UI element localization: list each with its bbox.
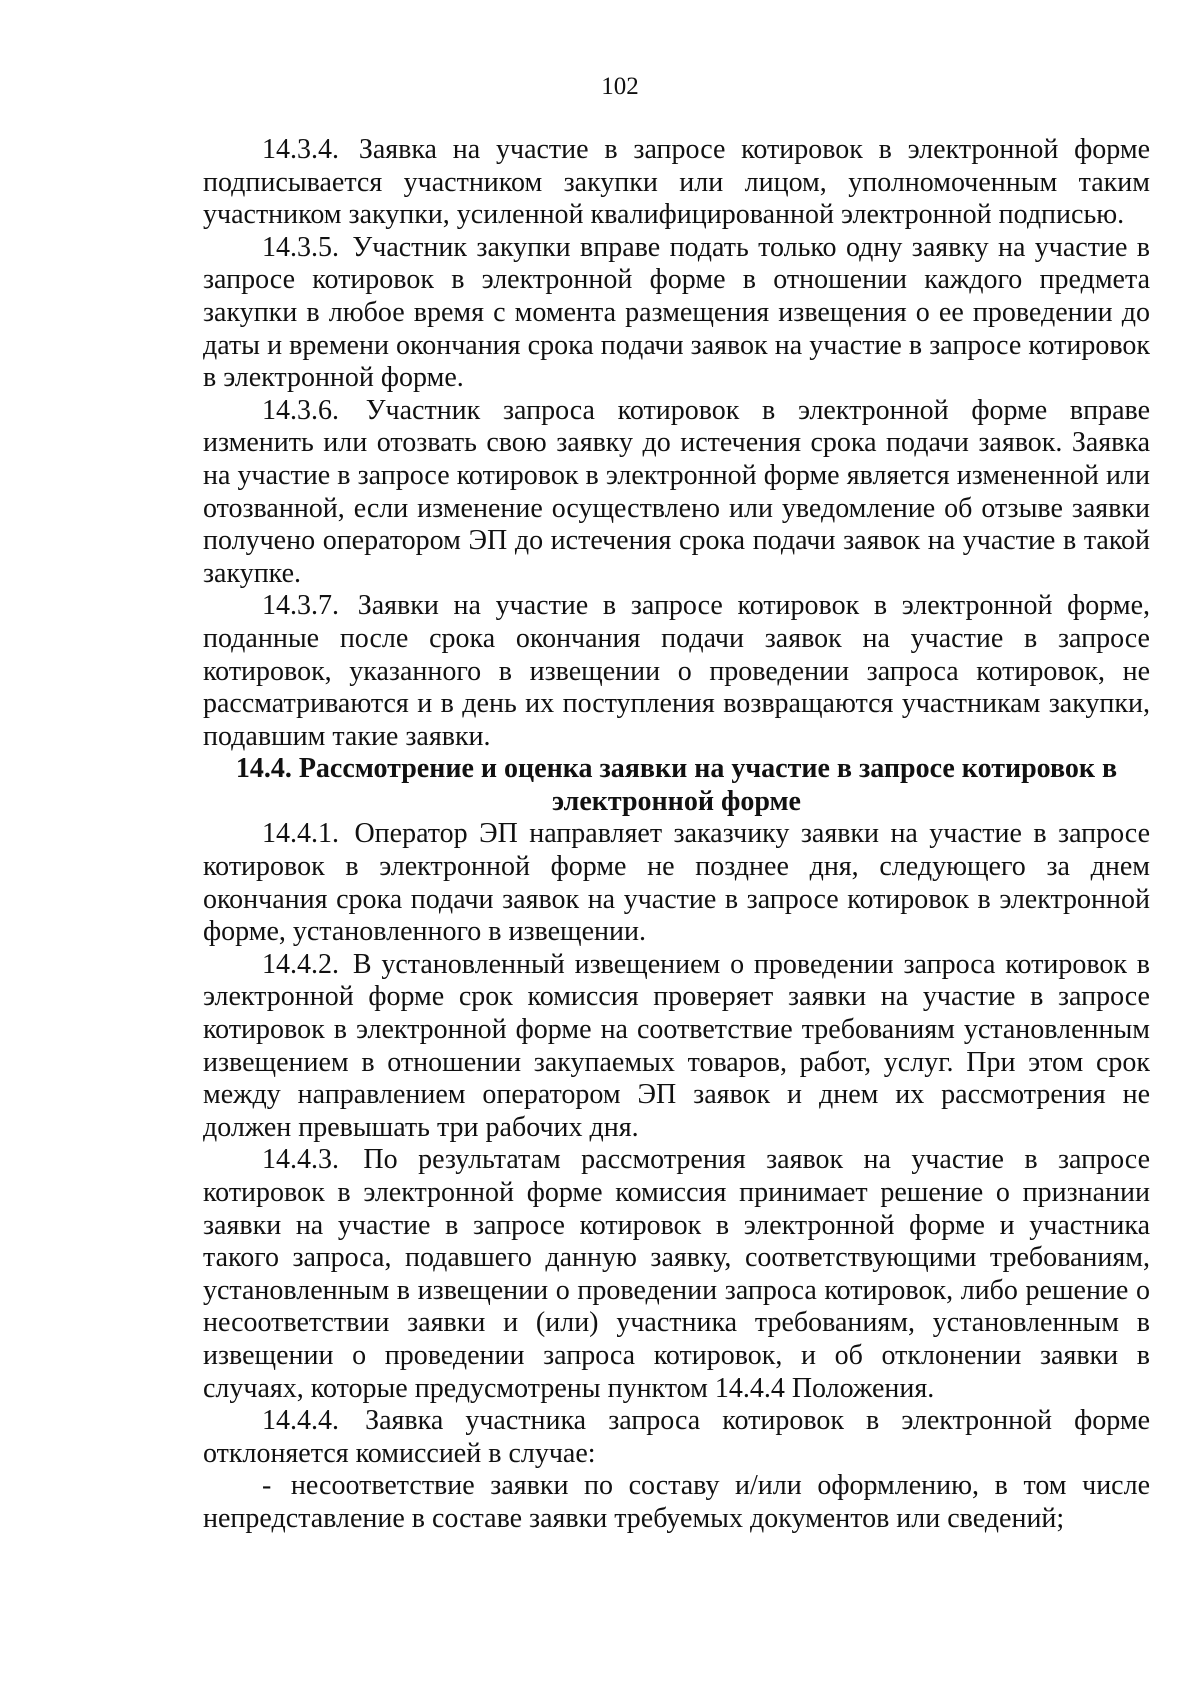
paragraph-14-4-3: [203, 1144, 1150, 1405]
paragraph-number: 14.3.6.: [262, 394, 339, 426]
paragraph-number: 14.3.4.: [262, 134, 339, 165]
paragraph-number: 14.4.3.: [262, 1144, 339, 1176]
paragraph-14-4-2: [203, 949, 1150, 1145]
paragraph-text: В установленный извещением о проведении запроса котировок в электронной форме срок комиссия проверяет заявки на участие в запросе котировок в электронной форме на соответствие требованиям установленным извещением в отношении закупаемых товаров, работ, услуг. При этом срок между направлением оператором ЭП заявок и днем их рассмотрения не должен превышать три рабочих дня.: [203, 948, 1151, 1143]
paragraph-number: 14.4.1.: [262, 818, 339, 850]
paragraph-text: Участник закупки вправе подать только одну заявку на участие в запросе котировок в электронной форме в отношении каждого предмета закупки в любое время с момента размещения извещения о ее проведении до даты и времени окончания срока подачи заявок на участие в запросе котировок в электронной форме.: [203, 231, 1150, 394]
list-item: [203, 1470, 1150, 1535]
paragraph-14-4-4: [203, 1405, 1150, 1470]
document-body: [203, 134, 1150, 1536]
paragraph-number: 14.3.7.: [262, 590, 339, 622]
paragraph-14-4-1: [203, 818, 1150, 948]
paragraph-14-3-7: [203, 590, 1150, 753]
paragraph-text: Заявка участника запроса котировок в электронной форме отклоняется комиссией в случае:: [203, 1405, 1150, 1469]
paragraph-number: 14.3.5.: [262, 231, 339, 263]
paragraph-text: По результатам рассмотрения заявок на участие в запросе котировок в электронной форме комиссия принимает решение о признании заявки на участие в запросе котировок в электронной форме и участника такого запроса, подавшего данную заявку, соответствующими требованиям, установленным в извещении о проведении запроса котировок, либо решение о несоответствии заявки и (или) участника требованиям, установленным в извещении о проведении запроса котировок, и об отклонении заявки в случаях, которые предусмотрены пунктом 14.4.4 Положения.: [203, 1144, 1150, 1404]
paragraph-14-3-5: [203, 232, 1150, 395]
paragraph-text: Заявка на участие в запросе котировок в электронной форме подписывается участником закупки или лицом, уполномоченным таким участником закупки, усиленной квалифицированной электронной подписью.: [203, 134, 1151, 231]
paragraph-text: Заявки на участие в запросе котировок в электронной форме, поданные после срока окончания подачи заявок на участие в запросе котировок, указанного в извещении о проведении запроса котировок, не рассматриваются и в день их поступления возвращаются участникам закупки, подавшим такие заявки.: [203, 590, 1151, 752]
page-number: 102: [601, 73, 639, 100]
section-heading: 14.4. Рассмотрение и оценка заявки на участие в запросе котировок в электронной форме: [235, 753, 1118, 817]
paragraph-14-3-6: [203, 395, 1150, 591]
paragraph-number: 14.4.4.: [262, 1405, 339, 1437]
paragraph-number: 14.4.2.: [262, 948, 339, 980]
list-dash: -: [262, 1470, 272, 1502]
list-item-text: несоответствие заявки по составу и/или оформлению, в том числе непредставление в составе заявки требуемых документов или сведений;: [203, 1470, 1151, 1534]
paragraph-14-3-4: [203, 134, 1150, 232]
paragraph-text: Участник запроса котировок в электронной форме вправе изменить или отозвать свою заявку до истечения срока подачи заявок. Заявка на участие в запросе котировок в электронной форме является измененной или отозванной, если изменение осуществлено или уведомление об отзыве заявки получено оператором ЭП до истечения срока подачи заявок на участие в такой закупке.: [203, 394, 1150, 589]
paragraph-text: Оператор ЭП направляет заказчику заявки на участие в запросе котировок в электронной форме не позднее дня, следующего за днем окончания срока подачи заявок на участие в запросе котировок в электронной форме, установленного в извещении.: [203, 818, 1151, 948]
